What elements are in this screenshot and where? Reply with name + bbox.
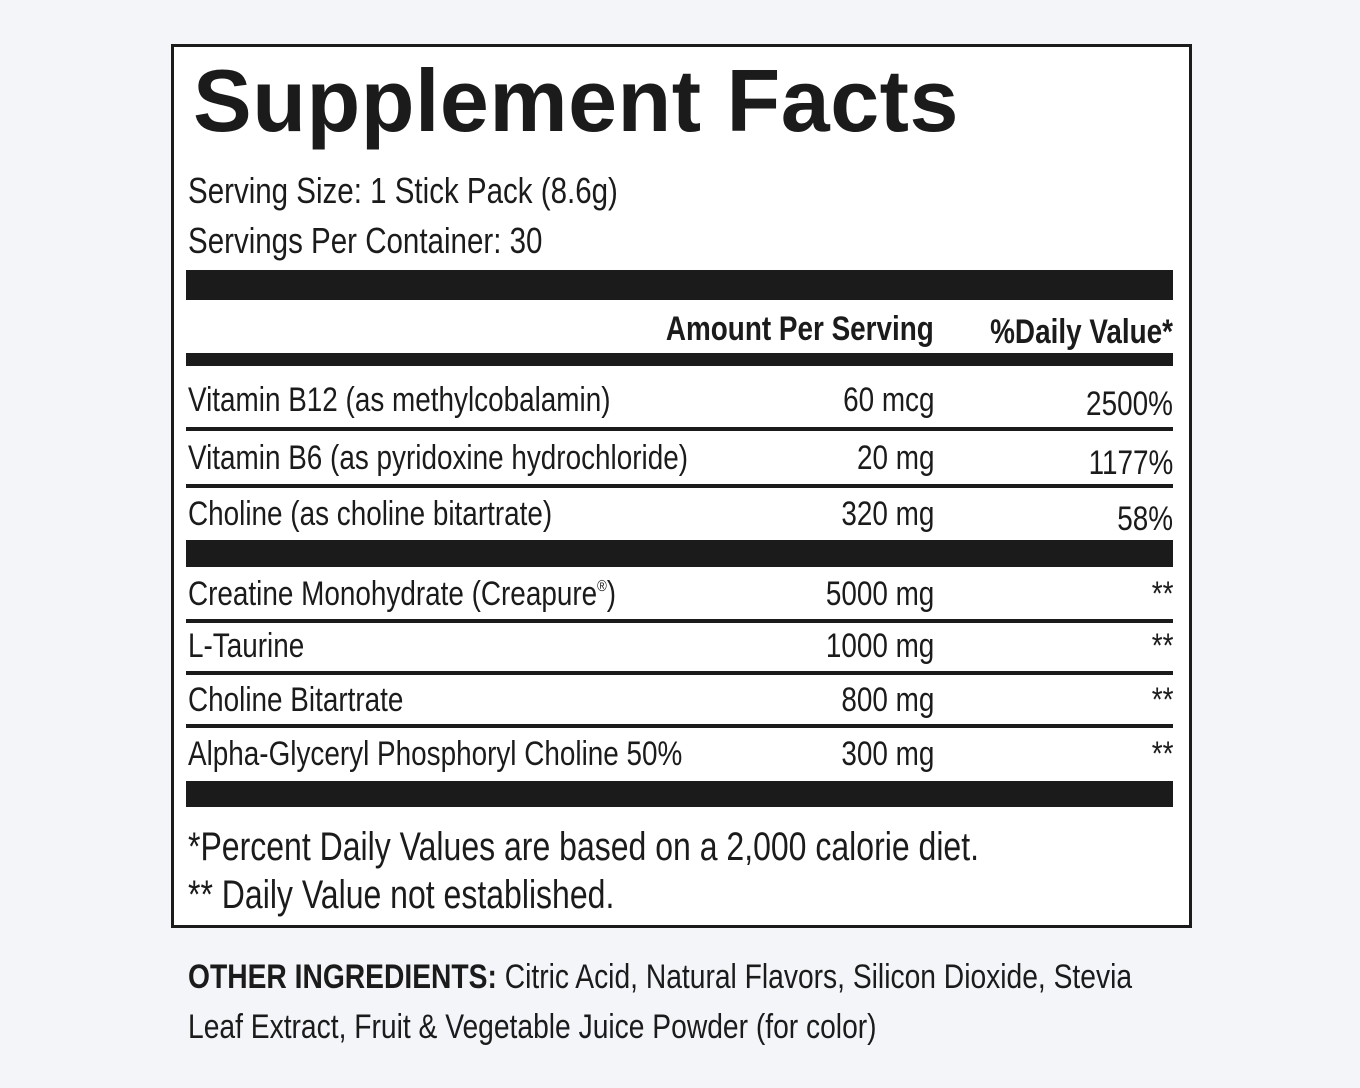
row-divider bbox=[186, 671, 1173, 675]
ingredient-amount: 300 mg bbox=[841, 735, 934, 773]
column-header-amount: Amount Per Serving bbox=[665, 310, 934, 348]
ingredient-daily-value: ** bbox=[1151, 627, 1173, 665]
footnote-daily-values: *Percent Daily Values are based on a 2,000 calorie diet. bbox=[188, 825, 979, 869]
nutrient-name: Vitamin B6 (as pyridoxine hydrochloride) bbox=[188, 439, 689, 477]
ingredient-daily-value: ** bbox=[1151, 575, 1173, 613]
header-divider bbox=[186, 353, 1173, 366]
ingredient-amount: 800 mg bbox=[841, 681, 934, 719]
ingredient-name: L-Taurine bbox=[188, 627, 305, 665]
registered-mark: ® bbox=[597, 578, 607, 595]
supplement-facts-panel bbox=[171, 44, 1192, 928]
other-ingredients-heading: OTHER INGREDIENTS: bbox=[188, 958, 497, 996]
nutrient-daily-value: 1177% bbox=[1088, 444, 1173, 482]
row-divider bbox=[186, 484, 1173, 488]
thick-divider bbox=[186, 781, 1173, 807]
thick-divider bbox=[186, 540, 1173, 567]
serving-size: Serving Size: 1 Stick Pack (8.6g) bbox=[188, 170, 618, 211]
nutrient-amount: 60 mcg bbox=[842, 381, 934, 419]
ingredient-name: Choline Bitartrate bbox=[188, 681, 404, 719]
nutrient-name: Choline (as choline bitartrate) bbox=[188, 495, 553, 533]
row-divider bbox=[186, 724, 1173, 728]
ingredient-daily-value: ** bbox=[1151, 681, 1173, 719]
nutrient-amount: 320 mg bbox=[841, 495, 934, 533]
panel-title: Supplement Facts bbox=[193, 51, 959, 150]
ingredient-daily-value: ** bbox=[1151, 735, 1173, 773]
ingredient-amount: 5000 mg bbox=[825, 575, 934, 613]
other-ingredients-list: Citric Acid, Natural Flavors, Silicon Dioxide, Stevia Leaf Extract, Fruit & Vegetable Juice Powder (for color) bbox=[188, 958, 1133, 1046]
column-header-daily-value: %Daily Value* bbox=[990, 313, 1173, 351]
nutrient-daily-value: 58% bbox=[1117, 500, 1173, 538]
nutrient-amount: 20 mg bbox=[856, 439, 934, 477]
nutrient-name: Vitamin B12 (as methylcobalamin) bbox=[188, 381, 611, 419]
thick-divider bbox=[186, 270, 1173, 300]
nutrient-daily-value: 2500% bbox=[1086, 385, 1173, 423]
ingredient-amount: 1000 mg bbox=[825, 627, 934, 665]
row-divider bbox=[186, 427, 1173, 431]
ingredient-name: Alpha-Glyceryl Phosphoryl Choline 50% bbox=[188, 735, 683, 773]
servings-per-container: Servings Per Container: 30 bbox=[188, 220, 543, 261]
row-divider bbox=[186, 619, 1173, 623]
ingredient-name: Creatine Monohydrate (Creapure®) bbox=[188, 575, 617, 613]
footnote-not-established: ** Daily Value not established. bbox=[188, 873, 615, 917]
other-ingredients bbox=[188, 952, 1167, 1052]
